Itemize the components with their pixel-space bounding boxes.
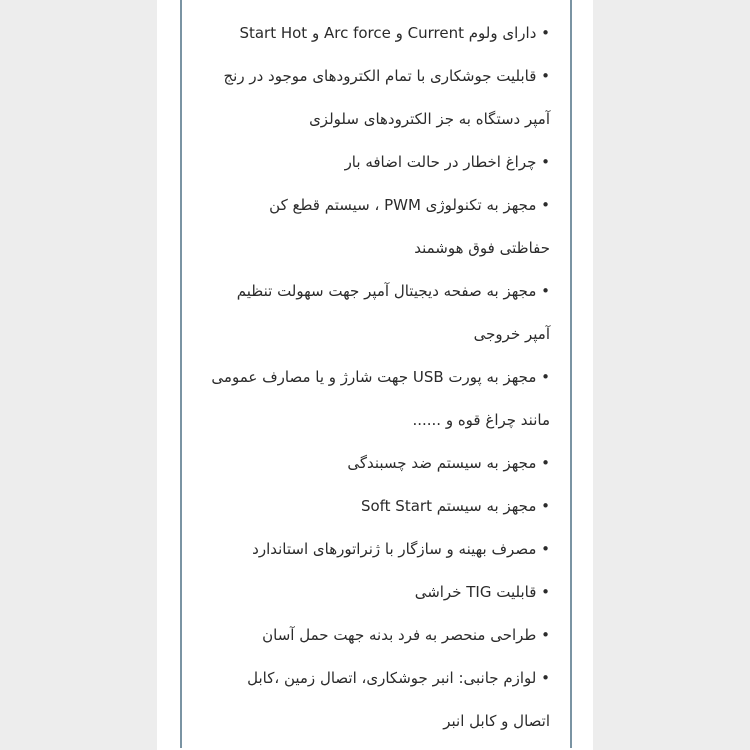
feature-text: حفاظتی فوق هوشمند <box>414 239 550 257</box>
feature-text: مجهز به سیستم ضد چسبندگی <box>347 454 537 472</box>
feature-item <box>415 582 550 602</box>
feature-item <box>237 281 550 301</box>
feature-text: مجهز به سیستم Soft Start <box>360 497 537 515</box>
feature-text: مجهز به پورت USB جهت شارژ و یا مصارف عمومی <box>211 368 537 386</box>
bullet: • <box>536 669 550 687</box>
feature-text: اتصال و کابل انبر <box>443 712 550 730</box>
feature-item-continuation <box>414 238 550 258</box>
feature-item <box>345 152 550 172</box>
bullet: • <box>536 196 550 214</box>
bullet: • <box>536 67 550 85</box>
feature-text: مصرف بهینه و سازگار با ژنراتورهای استاندارد <box>252 540 537 558</box>
bullet: • <box>536 454 550 472</box>
feature-text: قابلیت TIG خراشی <box>414 583 537 601</box>
feature-item <box>239 23 550 43</box>
feature-item <box>224 66 551 86</box>
feature-text: آمپر خروجی <box>473 325 550 343</box>
feature-item <box>252 539 550 559</box>
feature-item <box>262 625 550 645</box>
bullet: • <box>536 282 550 300</box>
feature-item <box>269 195 550 215</box>
feature-item <box>247 668 550 688</box>
feature-text: طراحی منحصر به فرد بدنه جهت حمل آسان <box>262 626 537 644</box>
feature-item <box>361 496 550 516</box>
feature-item <box>211 367 550 387</box>
bullet: • <box>536 540 550 558</box>
bullet: • <box>536 153 550 171</box>
feature-text: مانند چراغ قوه و ...... <box>412 411 550 429</box>
feature-item-continuation <box>443 711 550 731</box>
feature-text: چراغ اخطار در حالت اضافه بار <box>344 153 537 171</box>
feature-item-continuation <box>309 109 550 129</box>
feature-text: دارای ولوم Current و Arc force و Start Hot <box>239 24 537 42</box>
bullet: • <box>536 368 550 386</box>
feature-item-continuation <box>474 324 550 344</box>
feature-item-continuation <box>412 410 550 430</box>
bullet: • <box>536 24 550 42</box>
feature-item <box>347 453 550 473</box>
feature-text: لوازم جانبی: انبر جوشکاری، اتصال زمین ،کابل <box>247 669 537 687</box>
feature-text: آمپر دستگاه به جز الکترودهای سلولزی <box>309 110 550 128</box>
bullet: • <box>536 583 550 601</box>
feature-text: قابلیت جوشکاری با تمام الکترودهای موجود در رنج <box>223 67 537 85</box>
bullet: • <box>536 626 550 644</box>
bullet: • <box>536 497 550 515</box>
feature-text: مجهز به تکنولوژی PWM ، سیستم قطع کن <box>269 196 537 214</box>
feature-text: مجهز به صفحه دیجیتال آمپر جهت سهولت تنظیم <box>236 282 537 300</box>
